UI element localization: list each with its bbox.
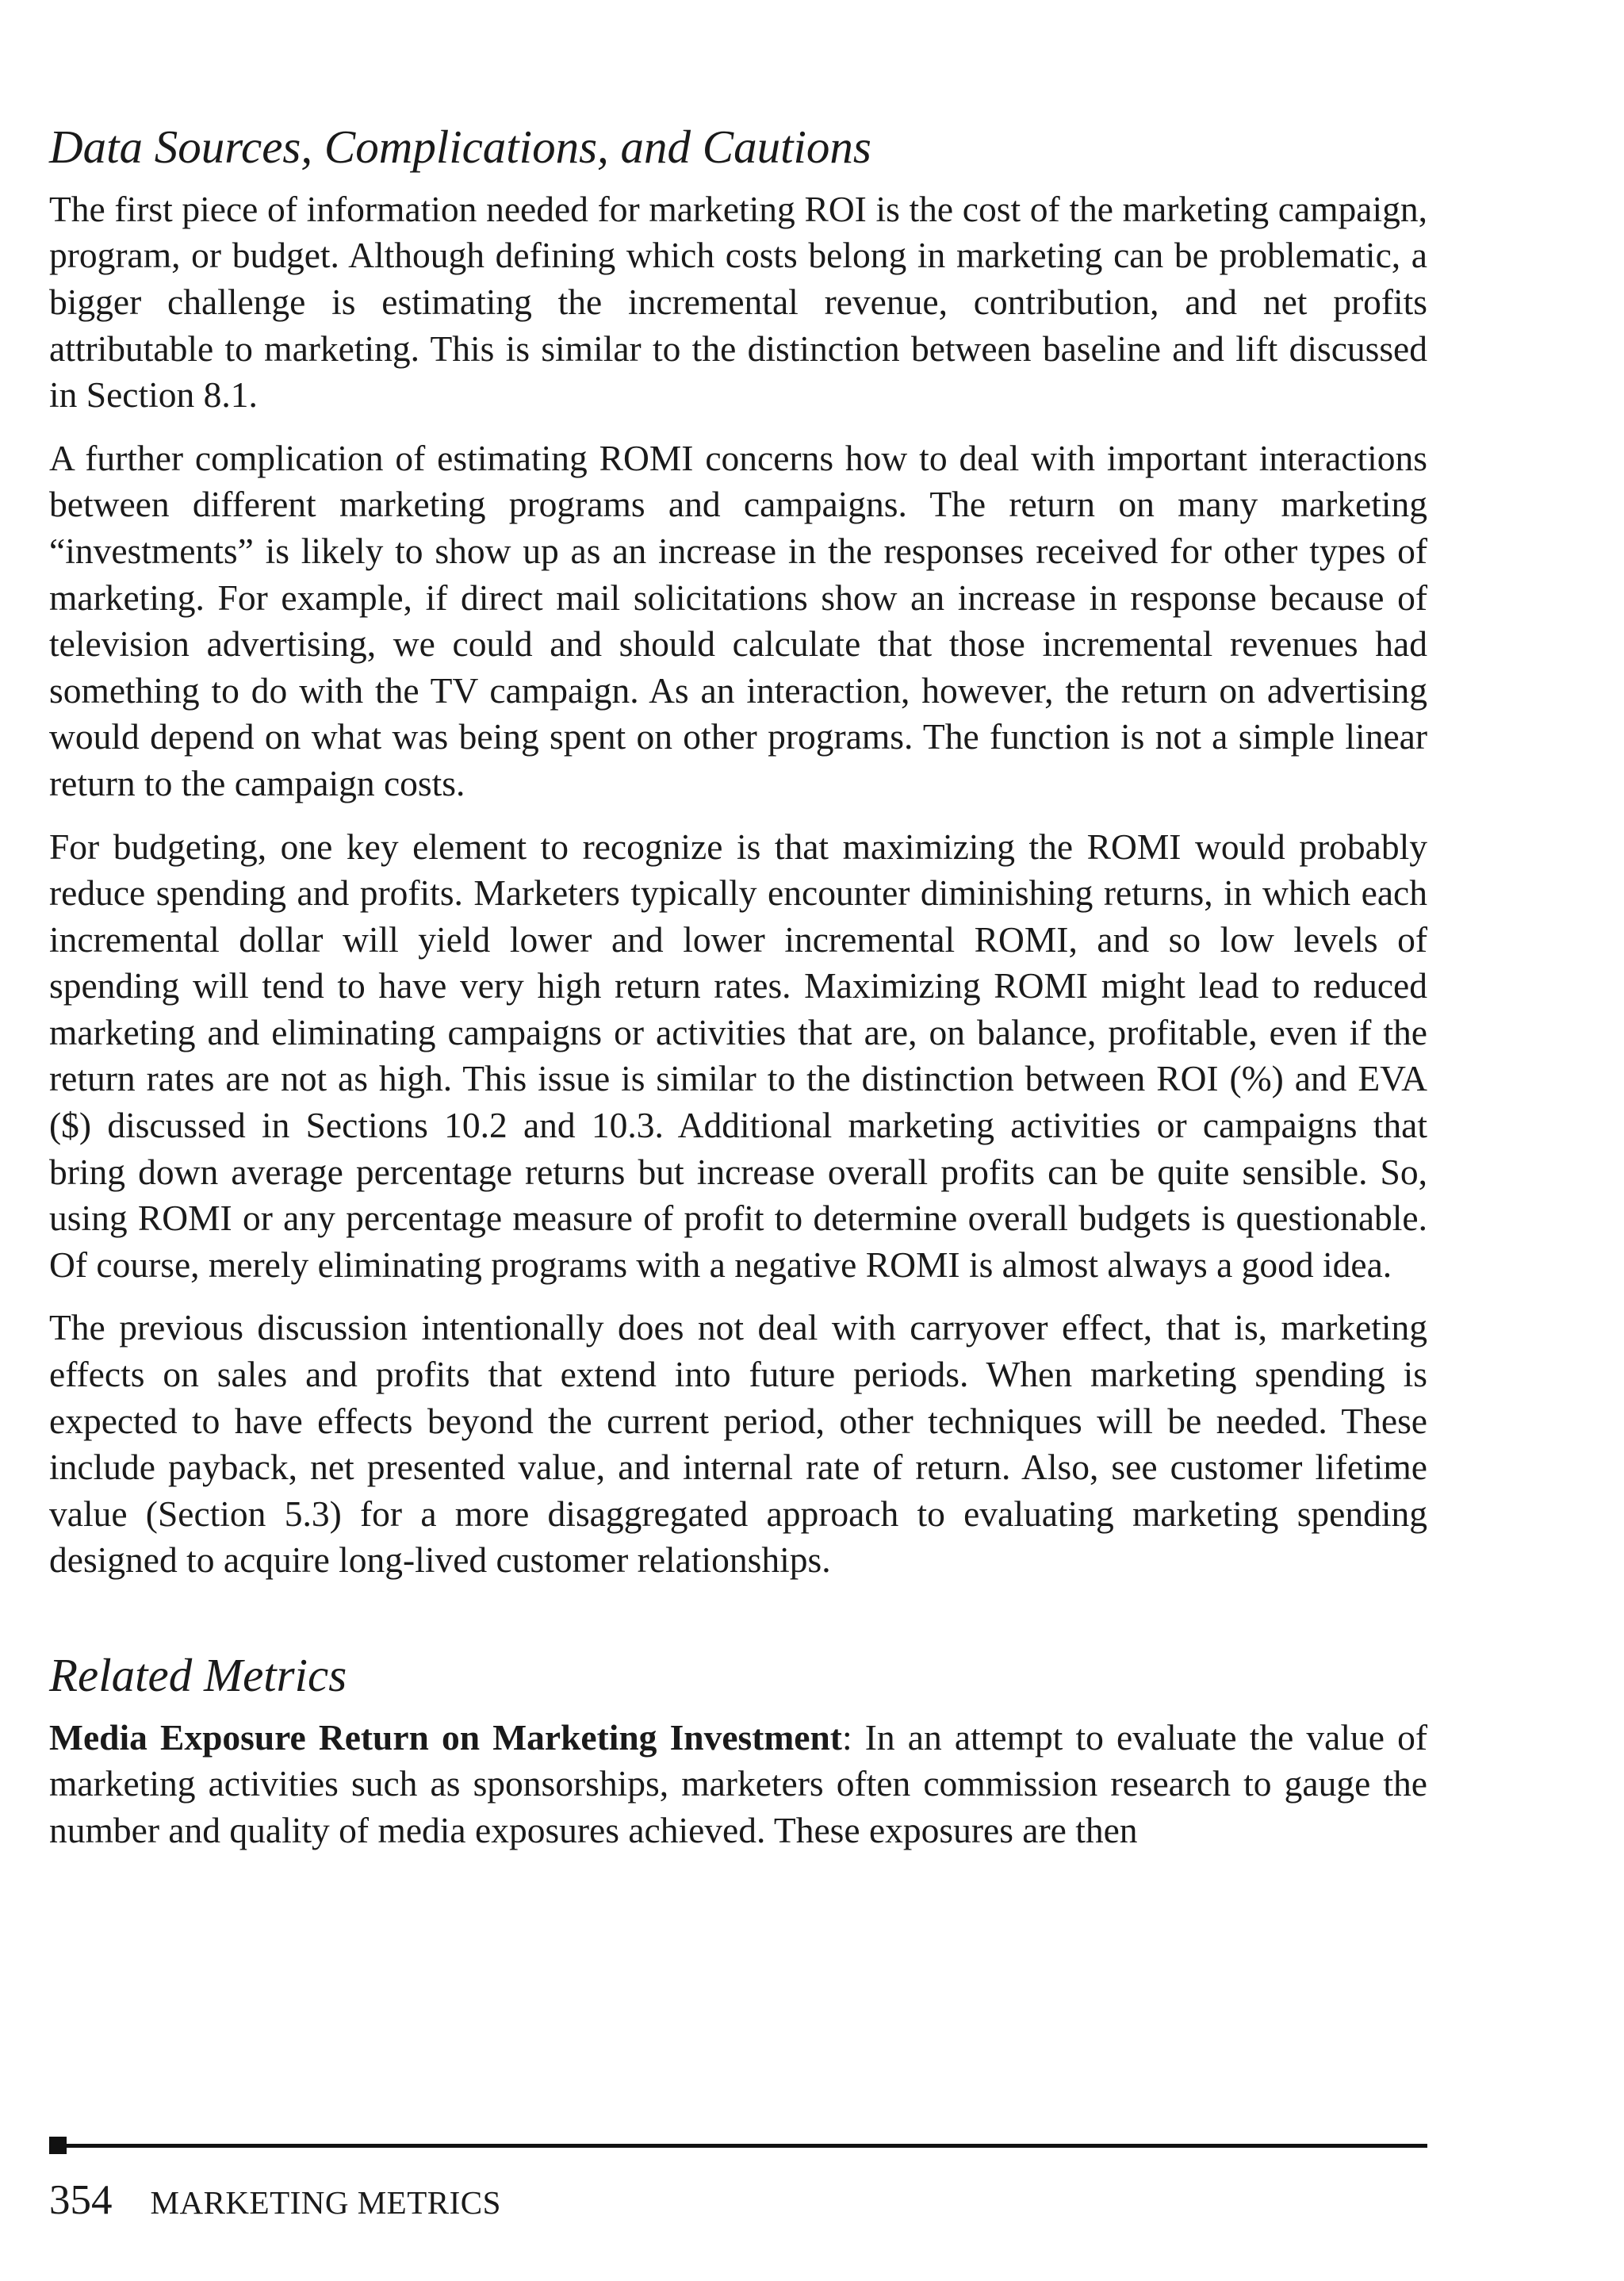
footer-rule bbox=[49, 2133, 1427, 2154]
footer-rule-line bbox=[49, 2144, 1427, 2148]
term-definition: : In an attempt to evaluate the value of marketing activities such as sponsorships, marketers often commission research to gauge the number and quality of media exposures achieved. These exposures are then bbox=[49, 1716, 1427, 1850]
paragraph-interactions: A further complication of estimating ROMI concerns how to deal with important interactions between different marketing programs and campaigns. The return on many marketing “investments” is likely to show up as an increase in the responses received for other types of marketing. For example, if direct mail solicitations show an increase in response because of television advertising, we could and should calculate that those incremental revenues had something to do with the TV campaign. As an interaction, however, the return on advertising would depend on what was being spent on other programs. The function is not a simple linear return to the campaign costs. bbox=[49, 437, 1427, 803]
paragraph-budgeting: For budgeting, one key element to recognize is that maximizing the ROMI would probably reduce spending and profits. Marketers typically encounter diminishing returns, in which each incremental dollar will yield lower and lower incremental ROMI, and so low levels of spending will tend to have very high return rates. Maximizing ROMI might lead to reduced marketing and eliminating campaigns or activities that are, on balance, profitable, even if the return rates are not as high. This issue is similar to the distinction between ROI (%) and EVA ($) discussed in Sections 10.2 and 10.3. Additional marketing activities or campaigns that bring down average percentage returns but increase overall profits can be quite sensible. So, using ROMI or any percentage measure of profit to determine overall budgets is questionable. Of course, merely eliminating programs with a negative ROMI is almost always a good idea. bbox=[49, 826, 1427, 1285]
page-number: 354 bbox=[49, 2177, 113, 2223]
paragraph-cost-of-campaign: The first piece of information needed for marketing ROI is the cost of the marketing campaign, program, or budget. Although defining which costs belong in marketing can be problematic, a bigger challenge is estimating the incremental revenue, contribution, and net profits attributable to marketing. This is similar to the distinction between baseline and lift discussed in Section 8.1. bbox=[49, 188, 1427, 416]
footer-text-row bbox=[49, 2176, 1427, 2224]
section-heading-related-metrics: Related Metrics bbox=[49, 1649, 347, 1702]
paragraph-media-exposure bbox=[49, 1715, 1427, 1854]
footer-square-marker bbox=[49, 2137, 67, 2154]
term-media-exposure-romi: Media Exposure Return on Marketing Investment bbox=[49, 1716, 842, 1758]
page-footer bbox=[49, 2133, 1427, 2224]
page-content bbox=[49, 119, 1427, 1871]
paragraph-carryover: The previous discussion intentionally does not deal with carryover effect, that is, marketing effects on sales and profits that extend into future periods. When marketing spending is expected to have effects beyond the current period, other techniques will be needed. These include payback, net presented value, and internal rate of return. Also, see customer lifetime value (Section 5.3) for a more disaggregated approach to evaluating marketing spending designed to acquire long-lived customer relationships. bbox=[49, 1307, 1427, 1581]
running-title: MARKETING METRICS bbox=[150, 2184, 501, 2221]
section-heading-cautions: Data Sources, Complications, and Cautions bbox=[49, 121, 871, 173]
